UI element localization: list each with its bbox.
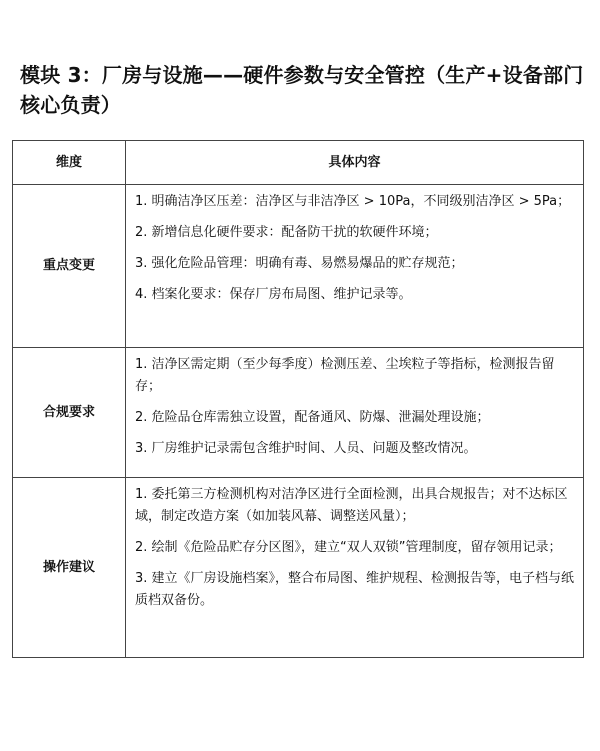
table-row	[13, 478, 584, 658]
list-item: 3. 强化危险品管理：明确有毒、易燃易爆品的贮存规范；	[135, 256, 464, 271]
list-item: 3. 建立《厂房设施档案》，整合布局图、维护规程、检测报告等，电子档与纸质档双备份。	[135, 571, 575, 608]
row-content	[126, 478, 584, 658]
row-dimension: 操作建议	[13, 478, 126, 658]
list-item: 2. 绘制《危险品贮存分区图》，建立“双人双锁”管理制度，留存领用记录；	[135, 540, 562, 555]
list-item: 2. 危险品仓库需独立设置，配备通风、防爆、泄漏处理设施；	[135, 410, 490, 425]
header-content: 具体内容	[126, 141, 584, 185]
list-item: 2. 新增信息化硬件要求：配备防干扰的软硬件环境；	[135, 225, 438, 240]
list-item: 1. 明确洁净区压差：洁净区与非洁净区 > 10Pa，不同级别洁净区 > 5Pa；	[135, 194, 571, 209]
row-content	[126, 185, 584, 348]
header-dimension: 维度	[13, 141, 126, 185]
list-item: 1. 洁净区需定期（至少每季度）检测压差、尘埃粒子等指标，检测报告留存；	[135, 357, 555, 394]
list-item: 4. 档案化要求：保存厂房布局图、维护记录等。	[135, 287, 412, 302]
list-item: 3. 厂房维护记录需包含维护时间、人员、问题及整改情况。	[135, 441, 477, 456]
table-row	[13, 348, 584, 478]
row-content	[126, 348, 584, 478]
row-dimension: 重点变更	[13, 185, 126, 348]
table-row	[13, 185, 584, 348]
list-item: 1. 委托第三方检测机构对洁净区进行全面检测，出具合规报告；对不达标区域，制定改造方案（如加装风幕、调整送风量）；	[135, 487, 568, 524]
content-table	[12, 140, 584, 658]
table-header-row	[13, 141, 584, 185]
row-dimension: 合规要求	[13, 348, 126, 478]
page-title: 模块 3：厂房与设施——硬件参数与安全管控（生产+设备部门核心负责）	[20, 63, 584, 117]
